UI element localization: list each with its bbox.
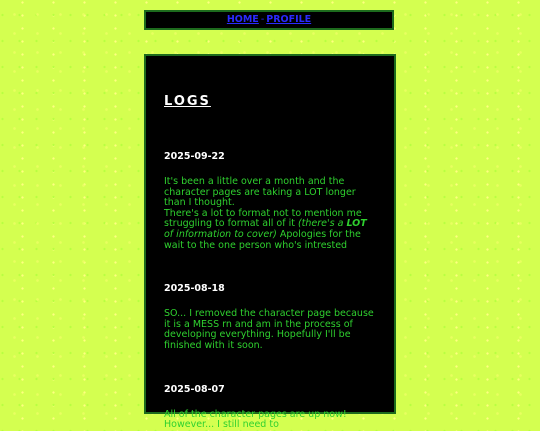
log-text-line2-start: There's a lot to format not to mention me struggling to format all of it bbox=[164, 207, 362, 230]
page-title: LOGS bbox=[164, 94, 211, 109]
log-date: 2025-09-22 bbox=[164, 151, 225, 162]
log-date: 2025-08-18 bbox=[164, 283, 225, 295]
log-text-line2-end: Apologies for the wait to the one person who's intrested bbox=[164, 228, 361, 251]
log-text: All of the character pages are up now! However... I still need to bbox=[164, 408, 347, 431]
logs-panel bbox=[144, 54, 396, 431]
profile-link[interactable]: PROFILE bbox=[266, 14, 312, 25]
log-text bbox=[164, 177, 376, 251]
log-entry bbox=[164, 283, 376, 351]
log-text-emphasis: LOT bbox=[346, 218, 367, 230]
log-text: SO... I removed the character page because it is a MESS rn and am in the process of developing everything. Hopefully I'll be finished with it soon. bbox=[164, 308, 374, 351]
nav-separator: - bbox=[260, 14, 265, 25]
log-text-italic-b: of information to cover) bbox=[164, 228, 277, 240]
log-text-line1: It's been a little over a month and the character pages are taking a LOT longer than I thought. bbox=[164, 176, 356, 209]
log-text-italic-a: (there's a bbox=[297, 218, 347, 230]
log-entry bbox=[164, 384, 376, 431]
home-link[interactable]: HOME bbox=[226, 14, 259, 25]
log-date: 2025-08-07 bbox=[164, 383, 225, 395]
log-entry bbox=[164, 151, 376, 251]
top-nav-bar bbox=[144, 10, 394, 30]
